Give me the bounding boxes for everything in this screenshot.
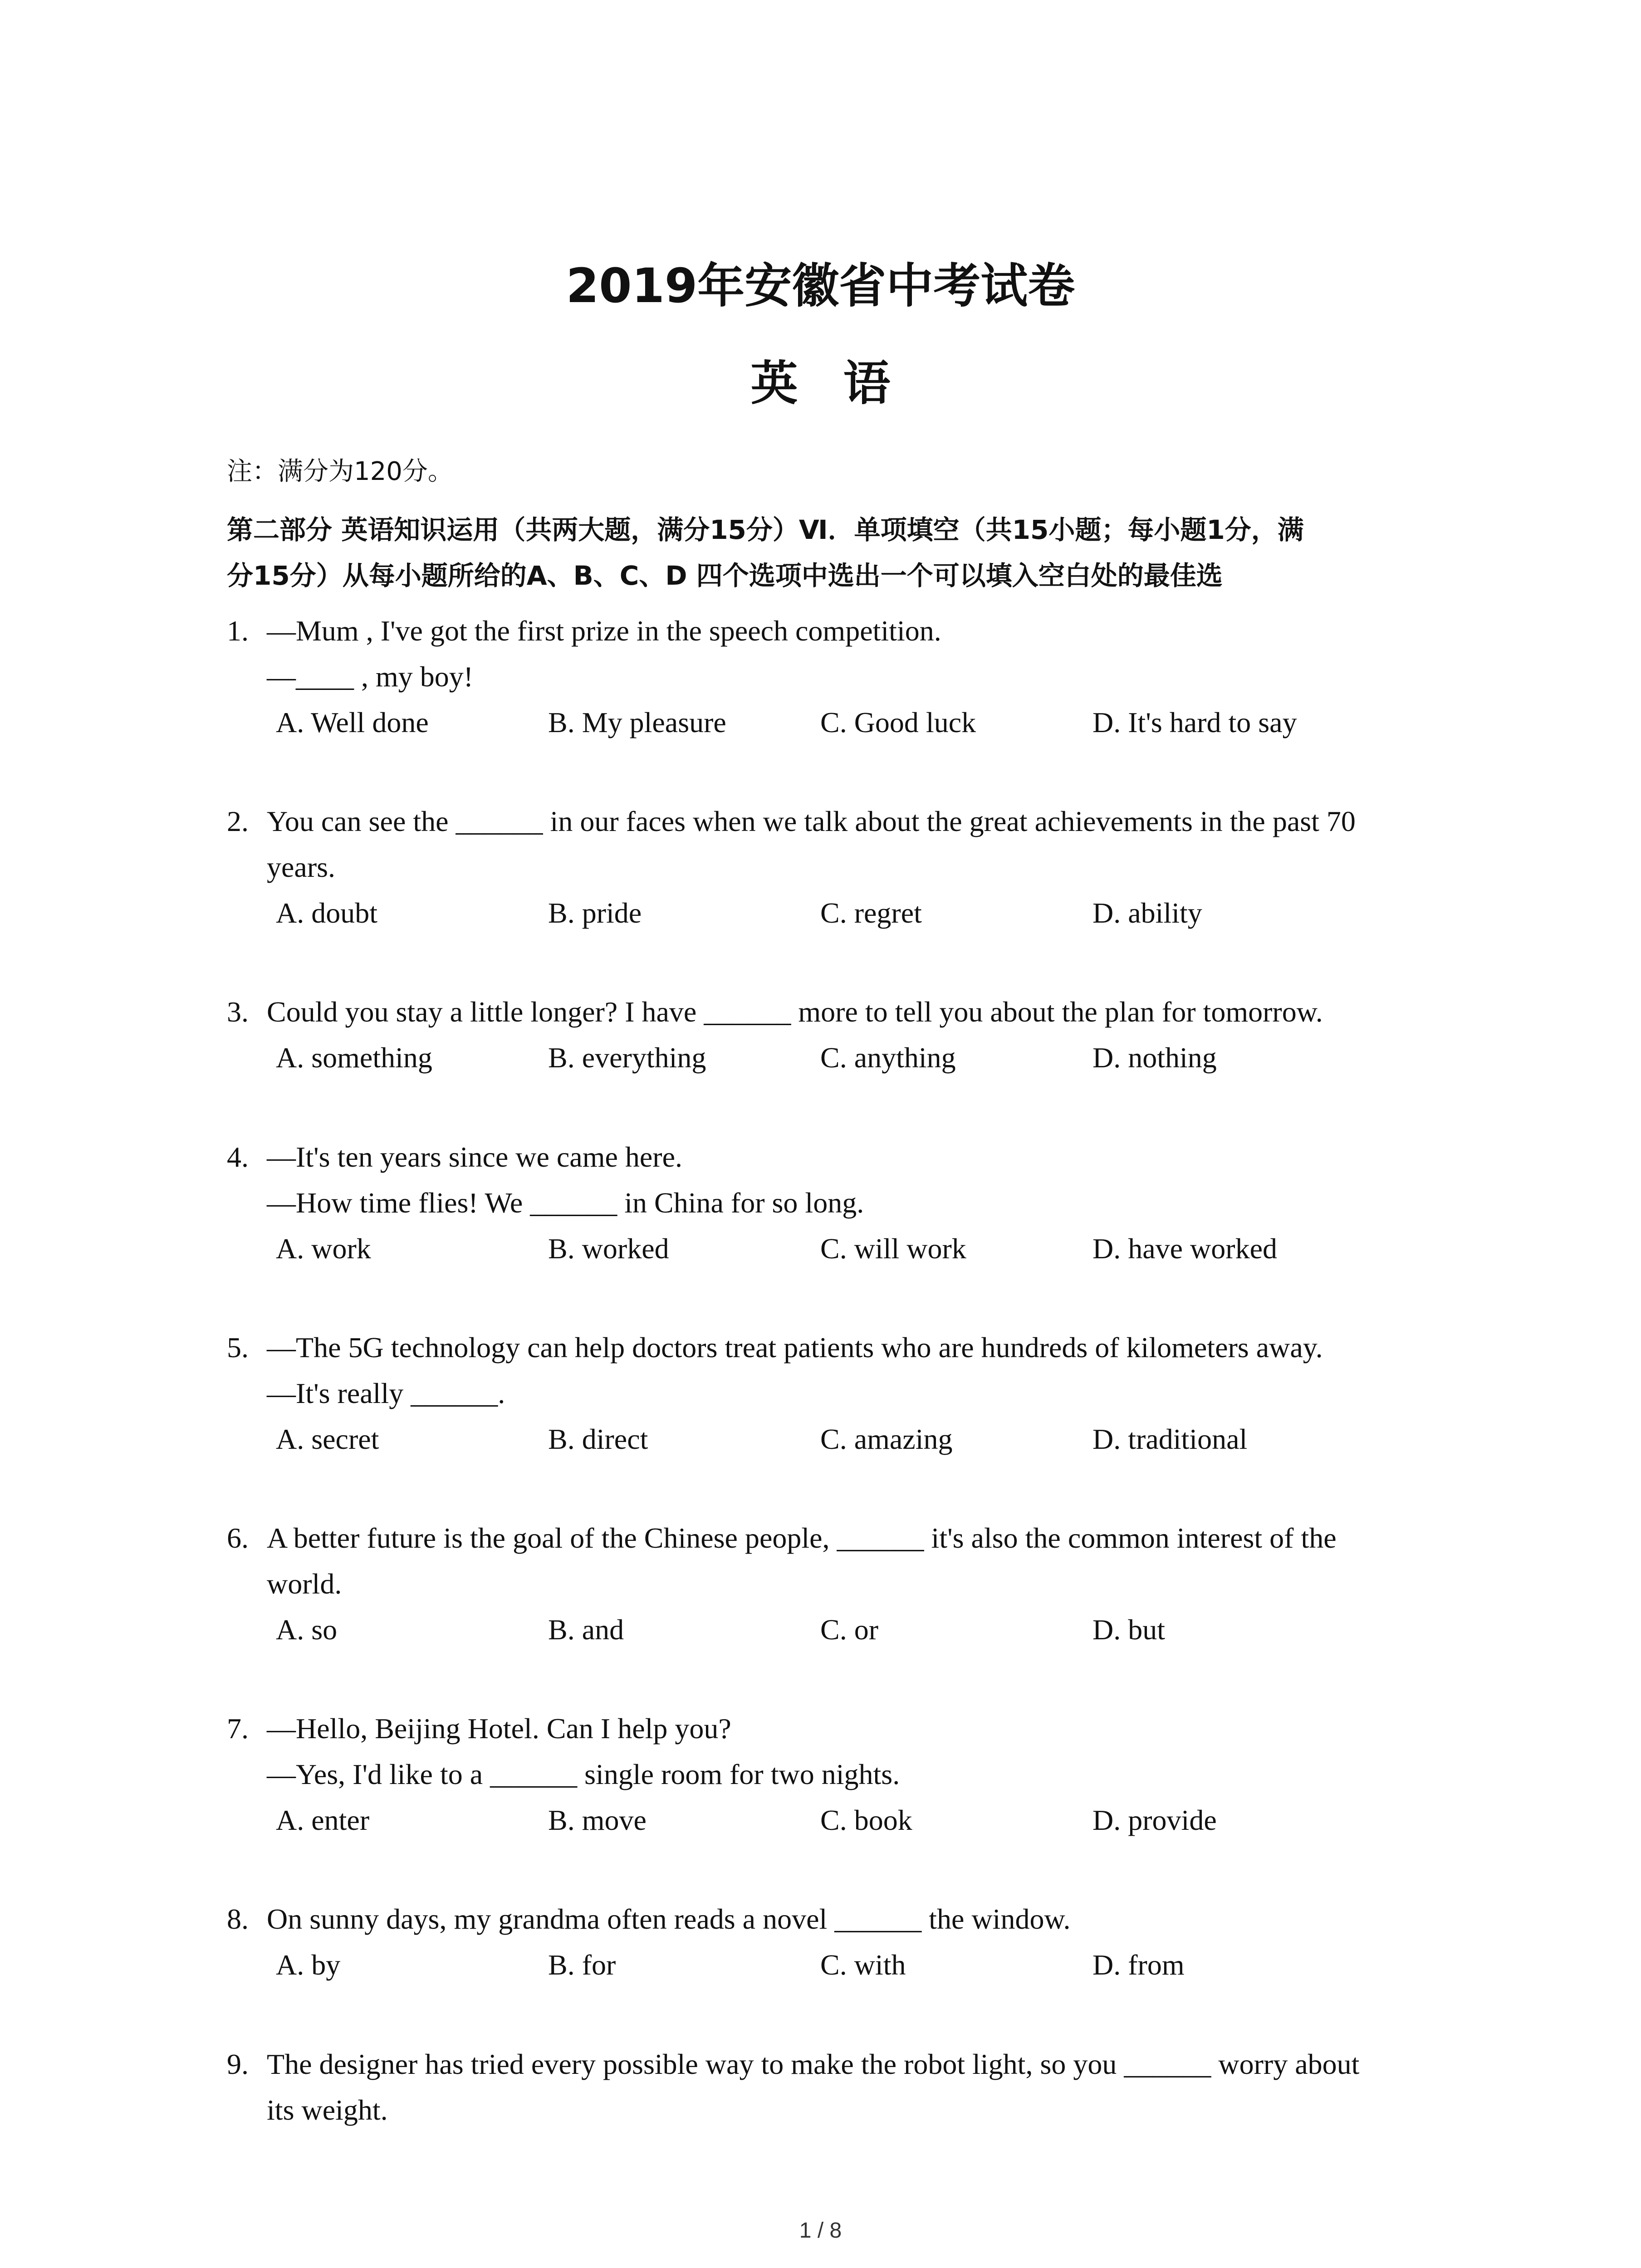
options-row (276, 1035, 1461, 1080)
question-9 (227, 2041, 1461, 2133)
question-line (227, 1561, 1461, 1607)
question-line (227, 1751, 1461, 1797)
option-c: C. anything (820, 1041, 956, 1074)
question-text: —The 5G technology can help doctors treat patients who are hundreds of kilometers away. (267, 1331, 1323, 1364)
option-a: A. Well done (276, 706, 429, 738)
question-text: —Yes, I'd like to a ______ single room for two nights. (267, 1758, 900, 1790)
option-a: A. secret (276, 1423, 379, 1455)
option-d: D. provide (1092, 1804, 1217, 1836)
question-line (227, 1515, 1461, 1561)
section-heading-line-2: 分15分）从每小题所给的A、B、C、D 四个选项中选出一个可以填入空白处的最佳选 (227, 560, 1223, 591)
option-b: B. move (548, 1804, 647, 1836)
options-row (276, 699, 1461, 745)
section-heading-line-1: 第二部分 英语知识运用（共两大题，满分15分）Ⅵ．单项填空（共15小题；每小题1分，满 (227, 514, 1304, 545)
question-5 (227, 1325, 1461, 1462)
option-b: B. direct (548, 1423, 648, 1455)
page-number: 1 / 8 (799, 2219, 842, 2243)
question-text: its weight. (267, 2094, 388, 2126)
question-4 (227, 1134, 1461, 1271)
question-number: 5. (227, 1331, 249, 1364)
option-d: D. ability (1092, 897, 1202, 929)
option-d: D. It's hard to say (1092, 706, 1297, 738)
question-line (227, 1134, 1461, 1180)
option-c: C. regret (820, 897, 922, 929)
question-text: —It's really ______. (267, 1377, 505, 1409)
section-heading (227, 507, 1452, 599)
question-line (227, 1896, 1461, 1942)
question-text: —Mum , I've got the first prize in the speech competition. (267, 615, 941, 647)
question-8 (227, 1896, 1461, 1988)
question-line (227, 1370, 1461, 1416)
option-c: C. book (820, 1804, 912, 1836)
options-row (276, 1942, 1461, 1988)
option-d: D. but (1092, 1613, 1165, 1646)
question-text: —How time flies! We ______ in China for so long. (267, 1187, 864, 1219)
question-number: 3. (227, 996, 249, 1028)
question-text: world. (267, 1568, 342, 1600)
option-b: B. pride (548, 897, 642, 929)
question-line (227, 2041, 1461, 2087)
question-number: 2. (227, 805, 249, 837)
question-line (227, 989, 1461, 1035)
question-number: 1. (227, 615, 249, 647)
question-text: On sunny days, my grandma often reads a novel ______ the window. (267, 1903, 1071, 1935)
question-number: 4. (227, 1141, 249, 1173)
question-number: 6. (227, 1522, 249, 1554)
option-c: C. with (820, 1949, 906, 1981)
option-b: B. everything (548, 1041, 706, 1074)
question-text: —____ , my boy! (267, 660, 474, 693)
option-c: C. or (820, 1613, 878, 1646)
option-c: C. will work (820, 1232, 966, 1265)
question-line (227, 608, 1461, 654)
question-number: 8. (227, 1903, 249, 1935)
question-line (227, 1180, 1461, 1226)
option-c: C. amazing (820, 1423, 953, 1455)
option-d: D. nothing (1092, 1041, 1217, 1074)
options-row (276, 1797, 1461, 1843)
option-d: D. traditional (1092, 1423, 1248, 1455)
question-text: You can see the ______ in our faces when we talk about the great achievements in the past 70 (267, 805, 1356, 837)
option-b: B. for (548, 1949, 616, 1981)
option-a: A. enter (276, 1804, 370, 1836)
option-d: D. from (1092, 1949, 1185, 1981)
question-number: 9. (227, 2048, 249, 2080)
options-row (276, 1416, 1461, 1462)
option-c: C. Good luck (820, 706, 976, 738)
question-text: The designer has tried every possible way to make the robot light, so you ______ worry about (267, 2048, 1360, 2080)
option-b: B. worked (548, 1232, 669, 1265)
question-number: 7. (227, 1712, 249, 1745)
options-row (276, 890, 1461, 936)
subject-title: 英语 (750, 356, 936, 411)
options-row (276, 1607, 1461, 1652)
question-line (227, 2087, 1461, 2133)
question-3 (227, 989, 1461, 1080)
option-a: A. by (276, 1949, 341, 1981)
option-d: D. have worked (1092, 1232, 1277, 1265)
question-text: A better future is the goal of the Chinese people, ______ it's also the common interest of the (267, 1522, 1337, 1554)
score-note: 注：满分为120分。 (227, 457, 453, 486)
question-text: —Hello, Beijing Hotel. Can I help you? (267, 1712, 731, 1745)
question-2 (227, 798, 1461, 936)
question-line (227, 1325, 1461, 1370)
question-line (227, 798, 1461, 844)
options-row (276, 1226, 1461, 1271)
option-b: B. My pleasure (548, 706, 726, 738)
question-text: —It's ten years since we came here. (267, 1141, 682, 1173)
option-b: B. and (548, 1613, 624, 1646)
option-a: A. work (276, 1232, 371, 1265)
option-a: A. doubt (276, 897, 377, 929)
option-a: A. so (276, 1613, 338, 1646)
question-1 (227, 608, 1461, 745)
question-text: years. (267, 851, 336, 883)
question-text: Could you stay a little longer? I have ______ more to tell you about the plan for tomorrow. (267, 996, 1323, 1028)
question-line (227, 844, 1461, 890)
question-line (227, 654, 1461, 699)
question-7 (227, 1706, 1461, 1843)
exam-title: 2019年安徽省中考试卷 (566, 258, 1075, 313)
question-line (227, 1706, 1461, 1751)
option-a: A. something (276, 1041, 432, 1074)
question-6 (227, 1515, 1461, 1652)
